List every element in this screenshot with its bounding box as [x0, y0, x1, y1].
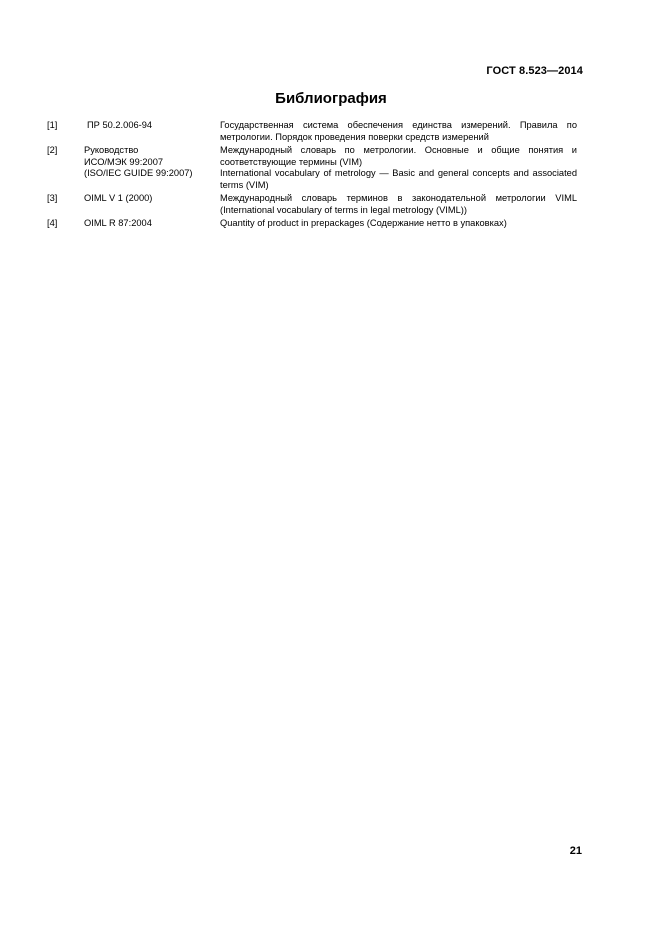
title-paragraph: International vocabulary of metrology — Basic and general concepts and associated terms (VIM)	[220, 168, 577, 190]
entry-title	[220, 145, 577, 191]
page-number: 21	[569, 845, 582, 857]
entry-designation	[84, 145, 220, 191]
entry-number: [1]	[47, 120, 58, 130]
bibliography-entry-4	[47, 218, 577, 230]
designation-line: ИСО/МЭК 99:2007	[84, 156, 164, 167]
entry-designation	[84, 218, 220, 230]
bibliography-entry-1	[47, 120, 577, 143]
designation-line: Руководство	[84, 145, 139, 155]
title-paragraph: Международный словарь по метрологии. Основные и общие понятия и соответствующие термины (VIM)	[220, 145, 577, 167]
entry-title	[220, 218, 577, 230]
document-code: ГОСТ 8.523—2014	[486, 65, 583, 77]
bibliography-list	[47, 120, 577, 232]
title-paragraph: Quantity of product in prepackages (Содержание нетто в упаковках)	[220, 218, 507, 228]
page-title: Библиография	[275, 90, 387, 107]
entry-number: [3]	[47, 193, 58, 203]
designation-line: OIML R 87:2004	[84, 218, 152, 228]
entry-number: [2]	[47, 145, 58, 155]
bibliography-entry-3	[47, 193, 577, 216]
entry-designation	[84, 193, 220, 216]
title-paragraph: Международный словарь терминов в законодательной метрологии VIML (International vocabulary of terms in legal metrology (VIML))	[220, 193, 577, 215]
designation-line: OIML V 1 (2000)	[84, 193, 153, 203]
bibliography-entry-2	[47, 145, 577, 191]
entry-title	[220, 193, 577, 216]
title-paragraph: Государственная система обеспечения единства измерений. Правила по метрологии. Порядок проведения поверки средств измерений	[220, 120, 577, 142]
entry-designation	[84, 120, 220, 143]
entry-number: [4]	[47, 218, 58, 228]
entry-title	[220, 120, 577, 143]
designation-line: ПР 50.2.006-94	[87, 120, 153, 130]
designation-line: (ISO/IEC GUIDE 99:2007)	[84, 168, 193, 178]
